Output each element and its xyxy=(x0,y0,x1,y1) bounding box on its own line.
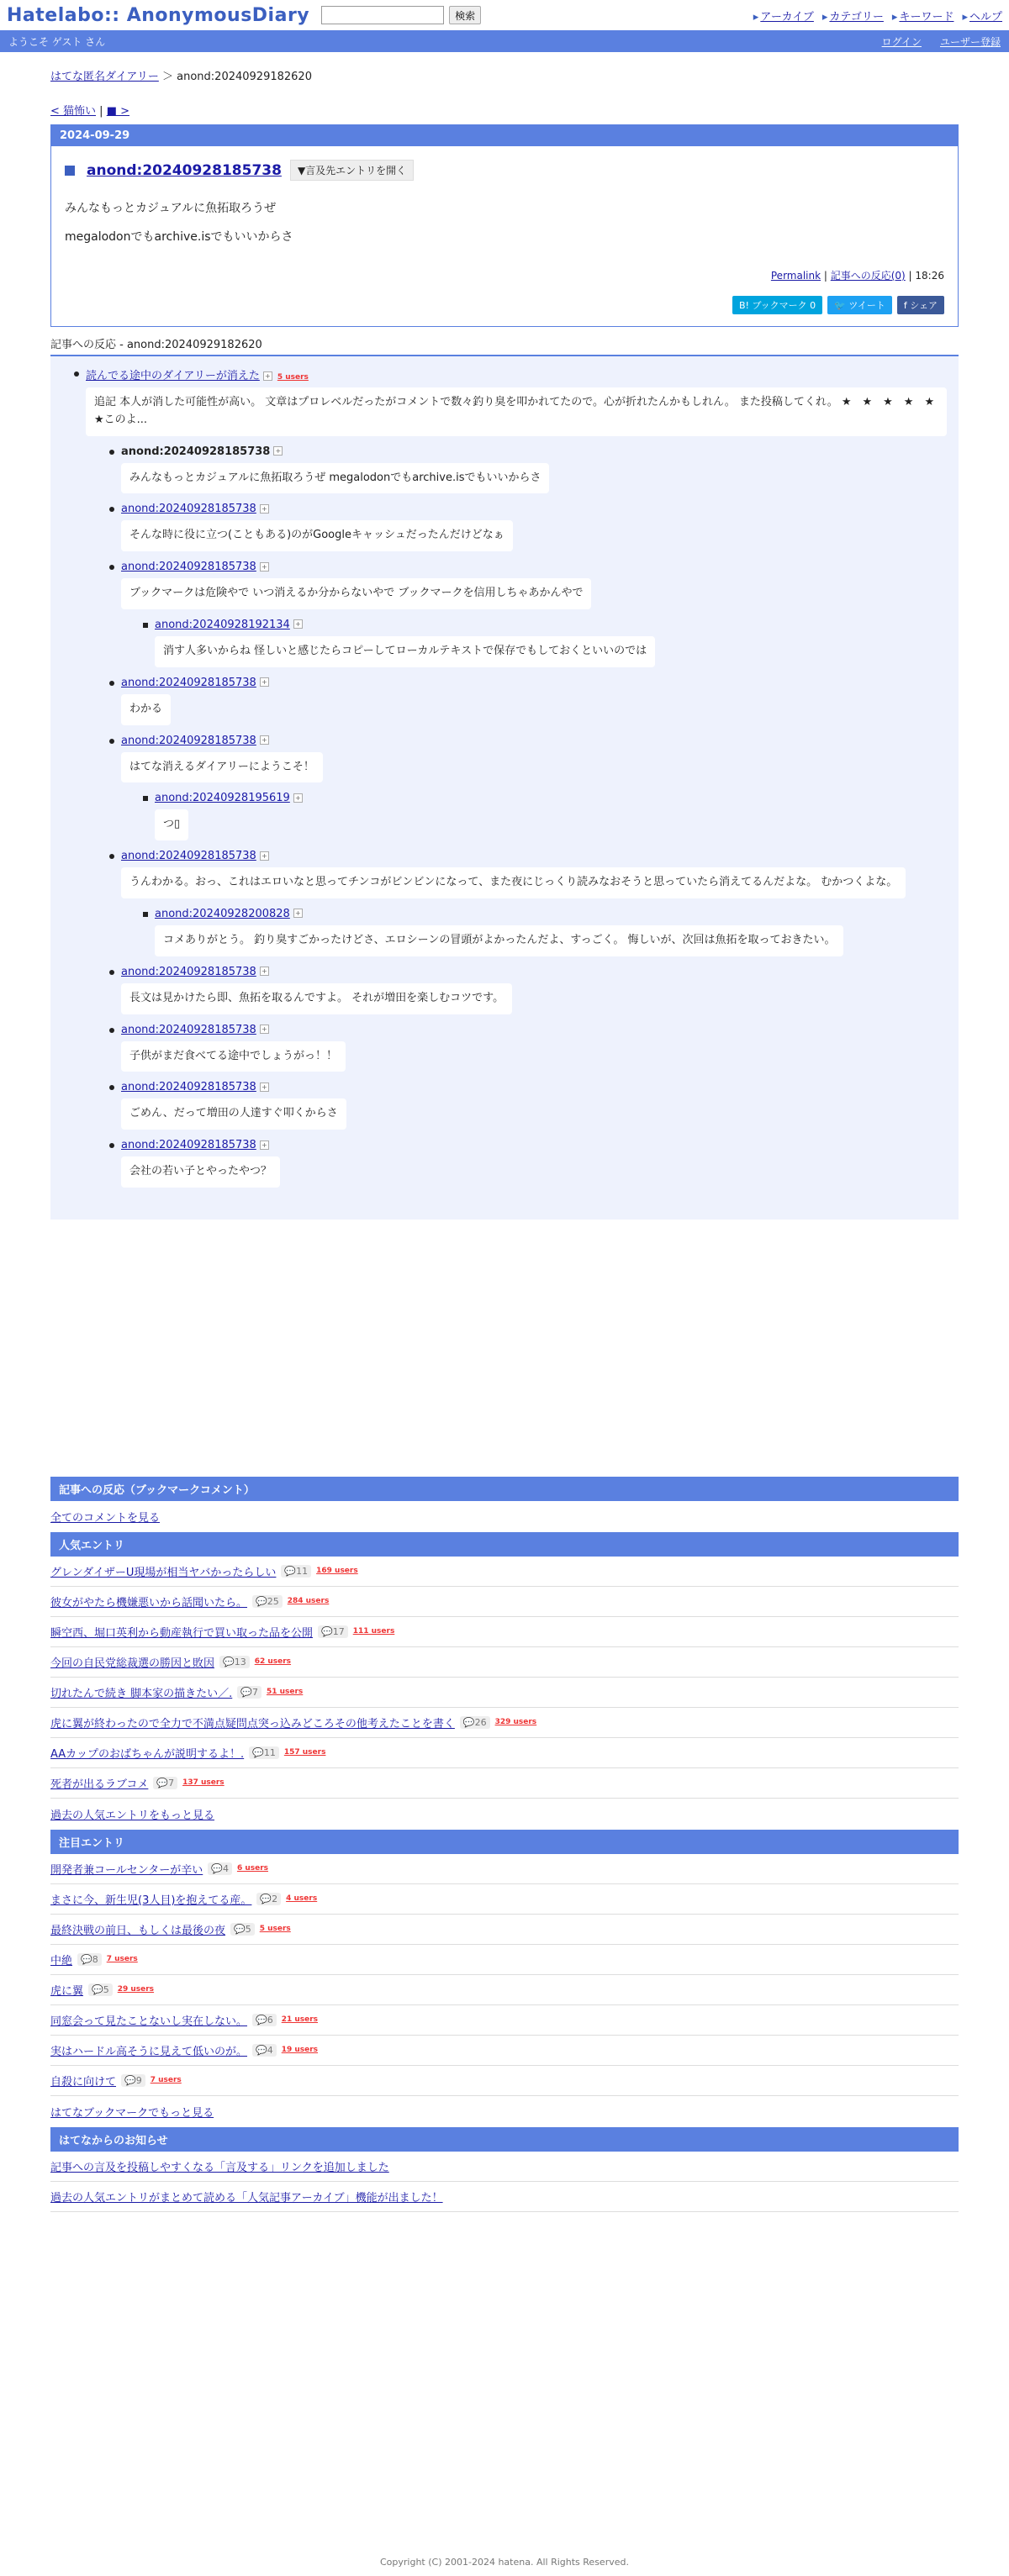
reaction-text: みんなもっとカジュアルに魚拓取ろうぜ megalodonでもarchive.isでもいいからさ xyxy=(121,463,549,494)
comment-icon: 💬 xyxy=(284,1565,297,1577)
comment-count-value: 7 xyxy=(168,1777,175,1788)
comment-count-value: 9 xyxy=(135,2074,142,2086)
pager xyxy=(50,102,959,118)
comment-count[interactable] xyxy=(281,1565,311,1578)
comment-count[interactable] xyxy=(252,1595,283,1608)
comment-icon: 💬 xyxy=(321,1625,333,1637)
entry-body-line: みんなもっとカジュアルに魚拓取ろうぜ xyxy=(65,202,277,215)
news-item xyxy=(50,2152,959,2182)
expand-icon[interactable]: + xyxy=(260,504,269,514)
news-link[interactable]: 記事への言及を投稿しやすくなる「言及する」リンクを追加しました xyxy=(50,2161,389,2174)
news-list xyxy=(50,2152,959,2212)
bullet xyxy=(109,1028,114,1033)
bullet xyxy=(109,507,114,512)
login-link[interactable]: ログイン xyxy=(881,35,922,48)
expand-icon[interactable]: + xyxy=(293,793,303,803)
comment-count-value: 6 xyxy=(267,2014,273,2026)
entry-square-icon xyxy=(65,166,75,176)
bullet xyxy=(109,739,114,744)
footer-copyright: Copyright (C) 2001-2024 hatena. All Rights Reserved. xyxy=(380,2557,629,2568)
comment-icon: 💬 xyxy=(256,2014,267,2026)
reaction-author[interactable]: anond:20240928185738 xyxy=(121,561,256,574)
share-buttons xyxy=(65,296,944,314)
reaction-text: うんわかる。おっ、これはエロいなと思ってチンコがビンビンになって、また夜にじっくり読みなおそうと思っていたら消えてるんだよな。 むかつくよな。 xyxy=(121,867,906,898)
reactions-link[interactable]: 記事への反応(0) xyxy=(830,270,906,282)
hot-entry-row xyxy=(50,1738,959,1768)
entry-title[interactable]: anond:20240928185738 xyxy=(87,161,282,179)
reaction-author[interactable]: anond:20240928185738 xyxy=(121,503,256,516)
expand-icon[interactable]: + xyxy=(260,1025,269,1034)
entry-box xyxy=(50,124,959,327)
reaction-text: そんな時に役に立つ(こともある)のがGoogleキャッシュだったんだけどなぁ xyxy=(121,520,513,551)
reaction-item xyxy=(121,734,947,783)
bullet xyxy=(74,371,79,377)
reaction-top-title[interactable]: 読んでる途中のダイアリーが消えた xyxy=(86,370,260,382)
reaction-item xyxy=(121,965,947,1014)
nav-keyword[interactable]: ▸ キーワード xyxy=(892,8,954,24)
comment-icon: 💬 xyxy=(256,1595,267,1607)
expand-icon[interactable]: + xyxy=(260,967,269,976)
reaction-text: 長文は見かけたら即、魚拓を取るんですよ。 それが増田を楽しむコツです。 xyxy=(121,983,512,1014)
search-button[interactable]: 検索 xyxy=(449,6,481,24)
reaction-item xyxy=(121,445,947,494)
hot-entry-link[interactable]: 実はハードル高そうに見えて低いのが。 xyxy=(50,2045,248,2058)
hot-entry-row xyxy=(50,1975,959,2005)
reaction-author[interactable]: anond:20240928185738 xyxy=(121,965,256,978)
bookmark-comments-heading: 記事への反応（ブックマークコメント） xyxy=(50,1477,959,1501)
comment-count[interactable] xyxy=(249,1746,279,1759)
next-entry-link[interactable]: ■ > xyxy=(106,105,130,118)
attention-list xyxy=(50,1854,959,2096)
entry-time: 18:26 xyxy=(915,270,944,282)
prev-entry-link[interactable]: < 猫怖い xyxy=(50,105,97,118)
expand-icon[interactable]: + xyxy=(293,909,303,918)
reaction-text: コメありがとう。 釣り臭すごかったけどさ、エロシーンの冒頭がよかったんだよ、すっごく。 悔しいが、次回は魚拓を取っておきたい。 xyxy=(155,925,843,956)
entry-meta: Permalink | 記事への反応(0) | 18:26 xyxy=(770,270,944,282)
comment-icon: 💬 xyxy=(223,1656,235,1667)
bullet xyxy=(109,565,114,570)
comment-count-value: 11 xyxy=(296,1565,309,1577)
expand-icon[interactable]: + xyxy=(293,619,303,629)
popular-heading: 人気エントリ xyxy=(50,1532,959,1557)
nav-archive[interactable]: ▸ アーカイブ xyxy=(753,8,814,24)
top-nav xyxy=(753,8,1002,24)
bullet xyxy=(143,796,148,801)
hot-entry-link[interactable]: グレンダイザーU現場が相当ヤバかったらしい xyxy=(50,1566,277,1579)
reaction-text: ごめん、だって増田の人達すぐ叩くからさ xyxy=(121,1098,346,1130)
comment-icon: 💬 xyxy=(252,1746,264,1758)
hot-entry-link[interactable]: まさに今、新生児(3人目)を抱えてる産。 xyxy=(50,1894,252,1907)
user-bar xyxy=(0,30,1009,52)
comment-icon: 💬 xyxy=(260,1893,272,1904)
hot-entry-row xyxy=(50,1617,959,1647)
reaction-author[interactable]: anond:20240928185738 xyxy=(121,850,256,863)
attention-heading: 注目エントリ xyxy=(50,1830,959,1854)
reaction-item xyxy=(155,907,947,956)
comment-count[interactable] xyxy=(88,1983,113,1996)
expand-icon[interactable]: + xyxy=(260,562,269,572)
comment-count[interactable] xyxy=(208,1862,232,1875)
comment-icon: 💬 xyxy=(81,1953,92,1965)
breadcrumb-current: anond:20240929182620 xyxy=(177,71,312,83)
comment-icon: 💬 xyxy=(124,2074,136,2086)
comment-count[interactable] xyxy=(252,2044,277,2057)
comment-count-value: 11 xyxy=(263,1746,276,1758)
users-badge[interactable]: 7 users xyxy=(106,1955,138,1964)
site-logo[interactable]: Hatelabo:: AnonymousDiary xyxy=(7,4,310,26)
popular-list xyxy=(50,1557,959,1799)
hot-entry-row xyxy=(50,1647,959,1678)
reaction-item xyxy=(121,560,947,609)
reaction-item xyxy=(155,618,947,667)
news-heading: はてなからのお知らせ xyxy=(50,2127,959,2152)
hot-entry-row xyxy=(50,1945,959,1975)
reaction-item xyxy=(121,676,947,725)
comment-count-value: 2 xyxy=(272,1893,278,1904)
comment-count[interactable] xyxy=(460,1716,490,1729)
users-badge[interactable]: 7 users xyxy=(150,2076,182,2085)
breadcrumb-root[interactable]: はてな匿名ダイアリー xyxy=(50,71,159,83)
reaction-author[interactable]: anond:20240928185738 xyxy=(121,734,256,747)
users-badge[interactable]: 51 users xyxy=(266,1688,304,1697)
bullet xyxy=(109,450,114,455)
bullet xyxy=(109,681,114,686)
reaction-author[interactable]: anond:20240928192134 xyxy=(155,618,290,631)
users-badge[interactable]: 21 users xyxy=(281,2015,319,2025)
news-link[interactable]: 過去の人気エントリがまとめて読める「人気記事アーカイブ」機能が出ました！ xyxy=(50,2191,443,2205)
hot-entry-row xyxy=(50,1768,959,1799)
reaction-author[interactable]: anond:20240928185738 xyxy=(121,1139,256,1152)
hot-entry-row xyxy=(50,1708,959,1738)
bullet xyxy=(143,912,148,917)
comment-count-value: 5 xyxy=(245,1923,251,1935)
reaction-text: ブックマークは危険やで いつ消えるか分からないやで ブックマークを信用しちゃあかんやで xyxy=(121,578,591,609)
facebook-icon: f xyxy=(903,300,911,311)
hot-entry-link[interactable]: 虎に翼 xyxy=(50,1984,84,1998)
bullet xyxy=(109,1085,114,1090)
comment-count-value: 17 xyxy=(332,1625,345,1637)
reaction-author[interactable]: anond:20240928185738 xyxy=(121,1081,256,1094)
register-link[interactable]: ユーザー登録 xyxy=(939,35,1001,48)
users-badge[interactable]: 6 users xyxy=(236,1864,268,1873)
tweet-button[interactable]: 🐦 ツイート xyxy=(827,296,892,314)
hot-entry-row xyxy=(50,1587,959,1617)
facebook-share-button[interactable]: f シェア xyxy=(897,296,944,314)
nav-category[interactable]: ▸ カテゴリー xyxy=(822,8,884,24)
reaction-item xyxy=(121,1023,947,1072)
users-badge[interactable]: 5 users xyxy=(277,373,309,382)
top-bar xyxy=(0,0,1009,30)
users-badge[interactable]: 284 users xyxy=(287,1597,330,1606)
reaction-text: はてな消えるダイアリーにようこそ！ xyxy=(121,752,323,783)
users-badge[interactable]: 111 users xyxy=(352,1627,395,1636)
hot-entry-row xyxy=(50,1678,959,1708)
welcome-text: ようこそ ゲスト さん xyxy=(8,35,106,48)
hot-entry-link[interactable]: 切れたんで続き 脚本家の描きたい／. xyxy=(50,1687,233,1700)
users-badge[interactable]: 29 users xyxy=(117,1985,155,1994)
expand-icon[interactable]: + xyxy=(260,735,269,745)
permalink[interactable]: Permalink xyxy=(770,270,821,282)
popular-more-link[interactable]: 過去の人気エントリをもっと見る xyxy=(50,1809,215,1822)
hot-entry-link[interactable]: 虎に翼が終わったので全力で不満点疑問点突っ込みどころその他考えたことを書く xyxy=(50,1717,455,1731)
all-comments-link[interactable]: 全てのコメントを見る xyxy=(50,1511,161,1525)
users-badge[interactable]: 19 users xyxy=(281,2046,319,2055)
hot-entry-link[interactable]: 自殺に向けて xyxy=(50,2075,117,2089)
comment-count[interactable] xyxy=(121,2074,145,2087)
reactions-tree xyxy=(50,356,959,1220)
bullet xyxy=(109,1143,114,1148)
users-badge[interactable]: 5 users xyxy=(259,1925,291,1934)
comment-count-value: 8 xyxy=(92,1953,98,1965)
expand-icon[interactable]: + xyxy=(260,677,269,687)
reaction-author: anond:20240928185738 xyxy=(121,445,271,458)
comment-count-value: 26 xyxy=(474,1716,487,1728)
expand-icon[interactable]: + xyxy=(260,851,269,861)
comment-count[interactable] xyxy=(219,1656,250,1668)
comment-count-value: 25 xyxy=(267,1595,279,1607)
breadcrumb-sep: ＞ xyxy=(161,71,173,83)
hot-entry-link[interactable]: 最終決戦の前日、もしくは最後の夜 xyxy=(50,1924,226,1937)
entry-date: 2024-09-29 xyxy=(51,125,958,146)
users-badge[interactable]: 4 users xyxy=(286,1894,318,1904)
open-reference-button[interactable]: ▼言及先エントリを開く xyxy=(290,160,414,181)
reaction-text: 会社の若い子とやったやつ？ xyxy=(121,1156,280,1188)
comment-count-value: 5 xyxy=(103,1983,109,1995)
search-input[interactable] xyxy=(321,6,444,24)
reaction-list xyxy=(62,445,947,1188)
users-badge[interactable]: 329 users xyxy=(494,1718,537,1727)
comment-count[interactable] xyxy=(153,1777,177,1789)
breadcrumb xyxy=(50,67,959,83)
reaction-author[interactable]: anond:20240928200828 xyxy=(155,907,290,920)
reaction-text: わかる xyxy=(121,694,171,725)
reaction-item xyxy=(121,1138,947,1188)
reaction-item xyxy=(121,849,947,898)
reactions-heading: 記事への反応 - anond:20240929182620 xyxy=(50,335,959,356)
comment-count[interactable] xyxy=(252,2014,277,2026)
hot-entry-link[interactable]: AAカップのおばちゃんが説明するよ！. xyxy=(50,1747,245,1761)
comment-icon: 💬 xyxy=(462,1716,475,1728)
comment-count-value: 4 xyxy=(267,2044,273,2056)
reaction-text: 消す人多いからね 怪しいと感じたらコピーしてローカルテキストで保存でもしておくといいのでは xyxy=(155,636,655,667)
attention-more-link[interactable]: はてなブックマークでもっと見る xyxy=(50,2106,214,2120)
hot-entry-row xyxy=(50,2036,959,2066)
expand-icon[interactable]: + xyxy=(260,1140,269,1150)
reaction-text: 追記 本人が消した可能性が高い。 文章はプロレベルだったがコメントで数々釣り臭を叩かれてたので。心が折れたんかもしれん。 また投稿してくれ。 ★ ★ ★ ★ ★ ★このよ... xyxy=(86,387,947,436)
comment-count-value: 7 xyxy=(251,1686,258,1698)
comment-count-value: 13 xyxy=(234,1656,246,1667)
expand-icon[interactable]: + xyxy=(260,1083,269,1092)
comment-count[interactable] xyxy=(230,1923,255,1936)
hot-entry-link[interactable]: 彼女がやたら機嫌悪いから話聞いたら。 xyxy=(50,1596,248,1609)
reaction-author[interactable]: anond:20240928185738 xyxy=(121,1023,256,1036)
hot-entry-row xyxy=(50,2066,959,2096)
comment-icon: 💬 xyxy=(240,1686,252,1698)
hot-entry-row xyxy=(50,1557,959,1587)
hot-entry-link[interactable]: 今回の自民党総裁選の勝因と敗因 xyxy=(50,1657,215,1670)
entry-body-line: megalodonでもarchive.isでもいいからさ xyxy=(65,230,293,244)
expand-icon[interactable]: + xyxy=(273,446,283,456)
bullet xyxy=(143,623,148,628)
comment-icon: 💬 xyxy=(156,1777,169,1788)
comment-count-value: 4 xyxy=(222,1862,229,1874)
comment-icon: 💬 xyxy=(234,1923,246,1935)
reaction-item xyxy=(155,791,947,840)
bullet xyxy=(109,854,114,859)
users-badge[interactable]: 62 users xyxy=(254,1657,292,1667)
hot-entry-row xyxy=(50,1884,959,1915)
reaction-text: 子供がまだ食べてる途中でしょうがっ！！ xyxy=(121,1041,346,1072)
hot-entry-row xyxy=(50,1854,959,1884)
reaction-item xyxy=(121,1080,947,1130)
nav-help[interactable]: ▸ ヘルプ xyxy=(962,8,1002,24)
comment-count[interactable] xyxy=(237,1686,261,1699)
reaction-author[interactable]: anond:20240928185738 xyxy=(121,676,256,689)
reaction-top xyxy=(86,366,947,436)
pager-sep: | xyxy=(99,105,103,118)
comment-icon: 💬 xyxy=(211,1862,223,1874)
comment-icon: 💬 xyxy=(92,1983,103,1995)
users-badge[interactable]: 137 users xyxy=(182,1778,225,1788)
reaction-item xyxy=(121,502,947,551)
twitter-icon: 🐦 xyxy=(834,300,849,311)
bullet xyxy=(109,970,114,975)
hot-entry-link[interactable]: 瞬空西、堀口英利から動産執行で買い取った品を公開 xyxy=(50,1626,314,1640)
hot-entry-link[interactable]: 死者が出るラブコメ xyxy=(50,1778,149,1791)
hot-entry-row xyxy=(50,1915,959,1945)
hatebu-button[interactable]: B! ブックマーク 0 xyxy=(732,296,822,314)
hot-entry-link[interactable]: 中絶 xyxy=(50,1954,73,1968)
main-content xyxy=(50,67,959,2212)
hot-entry-link[interactable]: 開発者兼コールセンターが辛い xyxy=(50,1863,203,1877)
news-item xyxy=(50,2182,959,2212)
expand-icon[interactable]: + xyxy=(263,371,272,381)
comment-count[interactable] xyxy=(318,1625,348,1638)
users-badge[interactable]: 169 users xyxy=(316,1567,358,1576)
reaction-text: つ▯ xyxy=(155,809,188,840)
hot-entry-link[interactable]: 同窓会って見たことないし実在しない。 xyxy=(50,2015,248,2028)
users-badge[interactable]: 157 users xyxy=(283,1748,326,1757)
comment-count[interactable] xyxy=(256,1893,281,1905)
comment-count[interactable] xyxy=(77,1953,102,1966)
reaction-author[interactable]: anond:20240928195619 xyxy=(155,792,290,805)
hot-entry-row xyxy=(50,2005,959,2036)
comment-icon: 💬 xyxy=(256,2044,267,2056)
